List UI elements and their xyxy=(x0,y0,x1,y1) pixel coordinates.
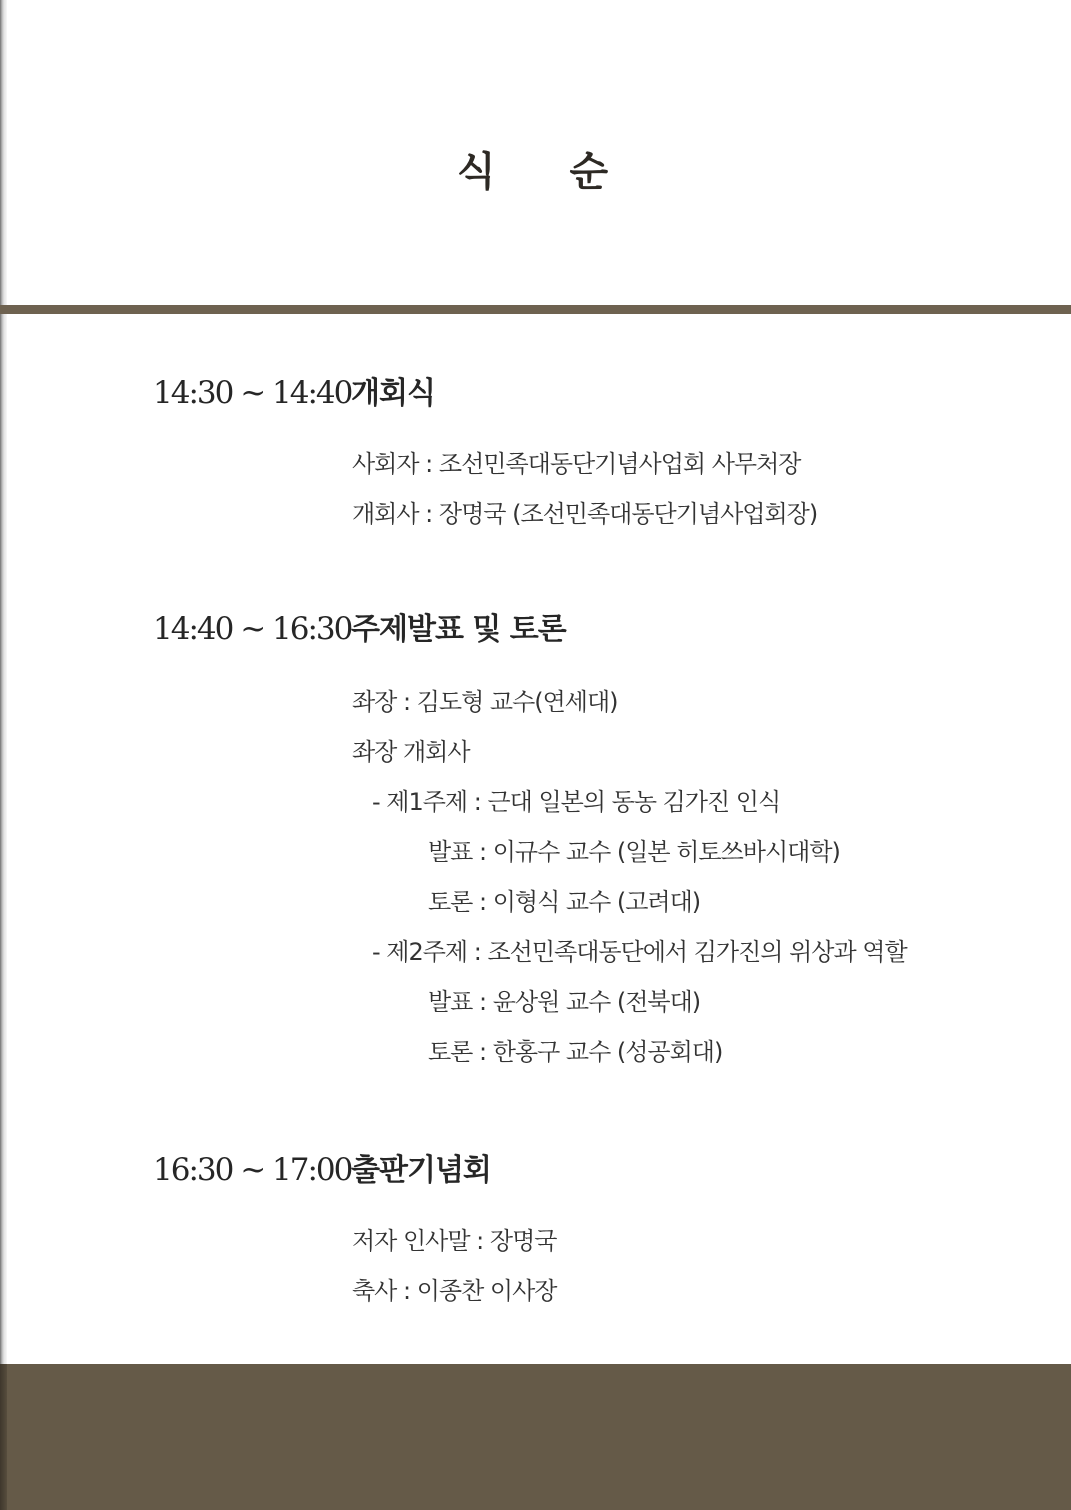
discussant-line: 토론 : 한홍구 교수 (성공회대) xyxy=(428,1038,723,1066)
discussant-line: 토론 : 이형식 교수 (고려대) xyxy=(428,888,701,916)
footer-band xyxy=(0,1364,1071,1510)
presenter-line: 발표 : 이규수 교수 (일본 히토쓰바시대학) xyxy=(428,838,840,866)
schedule-line: 축사 : 이종찬 이사장 xyxy=(352,1277,557,1305)
section-name: 출판기념회 xyxy=(351,1153,491,1188)
section-opening xyxy=(153,368,435,412)
schedule-line: 저자 인사말 : 장명국 xyxy=(352,1227,557,1255)
section-book-launch xyxy=(153,1145,491,1189)
section-time: 14:30 ~ 14:40 xyxy=(153,375,352,411)
section-name: 개회식 xyxy=(351,376,435,411)
section-time: 14:40 ~ 16:30 xyxy=(153,611,352,647)
topic-line: - 제2주제 : 조선민족대동단에서 김가진의 위상과 역할 xyxy=(372,938,907,966)
header-divider xyxy=(0,305,1071,314)
schedule-line: 사회자 : 조선민족대동단기념사업회 사무처장 xyxy=(352,450,801,478)
section-name: 주제발표 및 토론 xyxy=(351,612,566,647)
schedule-line: 개회사 : 장명국 (조선민족대동단기념사업회장) xyxy=(352,500,818,528)
section-presentations xyxy=(153,604,566,648)
page-title: 식 순 xyxy=(456,148,639,195)
page-spine-shadow xyxy=(0,0,7,1510)
schedule-line: 좌장 개회사 xyxy=(352,738,470,766)
topic-line: - 제1주제 : 근대 일본의 동농 김가진 인식 xyxy=(372,788,781,816)
schedule-line: 좌장 : 김도형 교수(연세대) xyxy=(352,688,618,716)
section-time: 16:30 ~ 17:00 xyxy=(153,1152,352,1188)
presenter-line: 발표 : 윤상원 교수 (전북대) xyxy=(428,988,701,1016)
